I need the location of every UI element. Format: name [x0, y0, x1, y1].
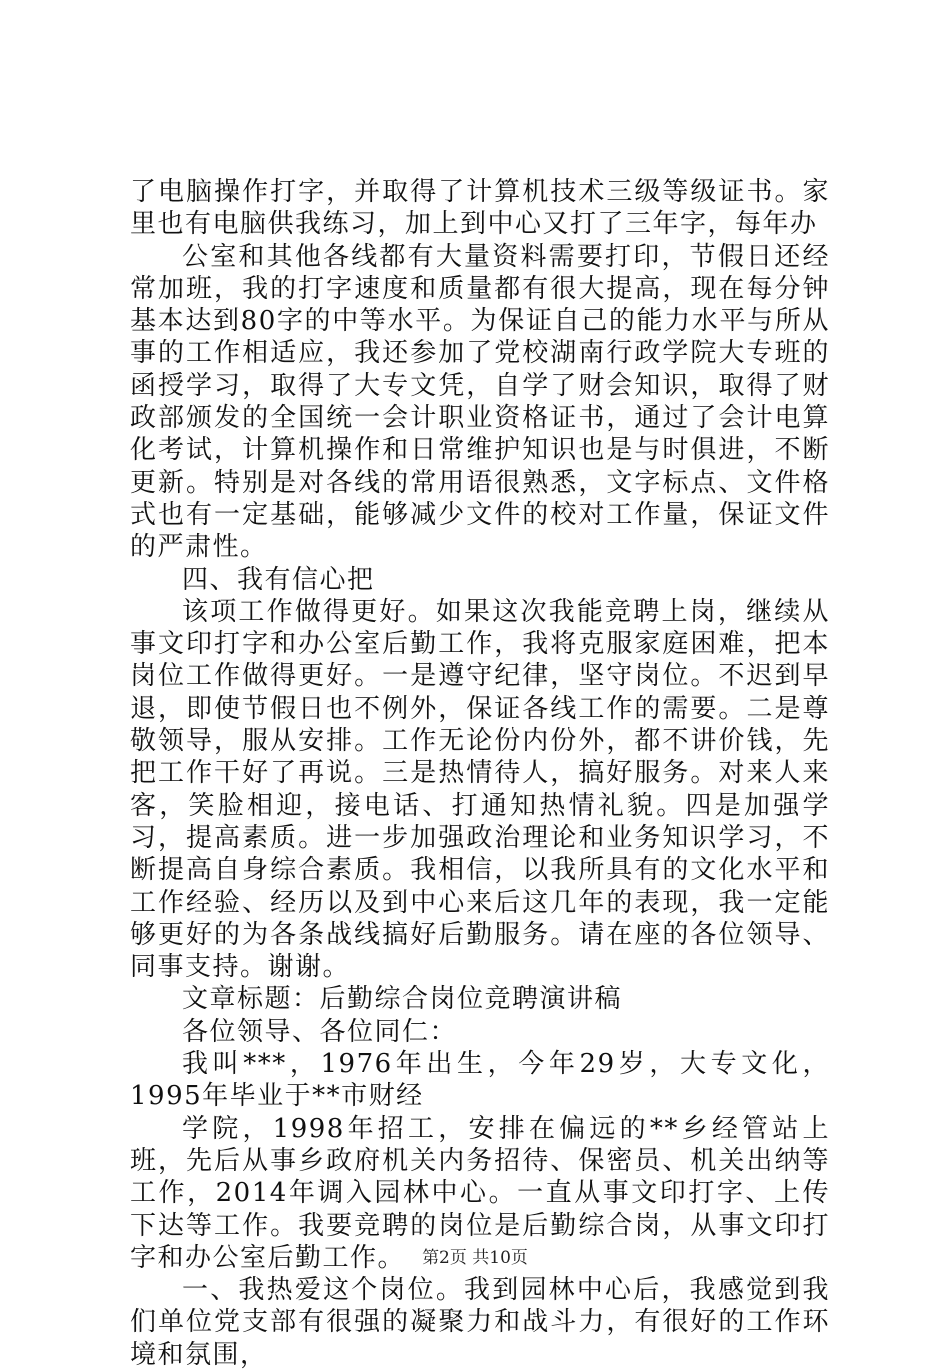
page-number-footer: 第2页 共10页: [422, 1248, 528, 1268]
document-body: [130, 176, 830, 1371]
paragraph-introduction: 我叫***，1976年出生，今年29岁，大专文化，1995年毕业于**市财经: [130, 1049, 830, 1112]
paragraph-work-history: 学院，1998年招工，安排在偏远的**乡经管站上班，先后从事乡政府机关内务招待、保密员、机关出纳等工作，2014年调入园林中心。一直从事文印打字、上传下达等工作。我要竞聘的岗位是后勤综合岗，从事文印打字和办公室后勤工作。: [130, 1113, 830, 1273]
paragraph-continuation: 了电脑操作打字，并取得了计算机技术三级等级证书。家里也有电脑供我练习，加上到中心又打了三年字，每年办: [130, 177, 830, 240]
paragraph-commitment: 该项工作做得更好。如果这次我能竞聘上岗，继续从事文印打字和办公室后勤工作，我将克服家庭困难，把本岗位工作做得更好。一是遵守纪律，坚守岗位。不迟到早退，即使节假日也不例外，保证各线工作的需要。二是尊敬领导，服从安排。工作无论份内份外，都不讲价钱，先把工作干好了再说。三是热情待人，搞好服务。对来人来客，笑脸相迎，接电话、打通知热情礼貌。四是加强学习，提高素质。进一步加强政治理论和业务知识学习，不断提高自身综合素质。我相信，以我所具有的文化水平和工作经验、经历以及到中心来后这几年的表现，我一定能够更好的为各条战线搞好后勤服务。请在座的各位领导、同事支持。谢谢。: [130, 596, 830, 983]
paragraph-typing-skill: 公室和其他各线都有大量资料需要打印，节假日还经常加班，我的打字速度和质量都有很大提高，现在每分钟基本达到80字的中等水平。为保证自己的能力水平与所从事的工作相适应，我还参加了党校湖南行政学院大专班的函授学习，取得了大专文凭，自学了财会知识，取得了财政部颁发的全国统一会计职业资格证书，通过了会计电算化考试，计算机操作和日常维护知识也是与时俱进，不断更新。特别是对各线的常用语很熟悉，文字标点、文件格式也有一定基础，能够减少文件的校对工作量，保证文件的严肃性。: [130, 241, 830, 563]
paragraph-love-position: 一、我热爱这个岗位。我到园林中心后，我感觉到我们单位党支部有很强的凝聚力和战斗力，有很好的工作环境和氛围，: [130, 1275, 830, 1370]
article-title: 文章标题：后勤综合岗位竞聘演讲稿: [182, 984, 623, 1015]
paragraph-heading-four: 四、我有信心把: [182, 564, 375, 595]
salutation: 各位领导、各位同仁：: [182, 1016, 458, 1047]
